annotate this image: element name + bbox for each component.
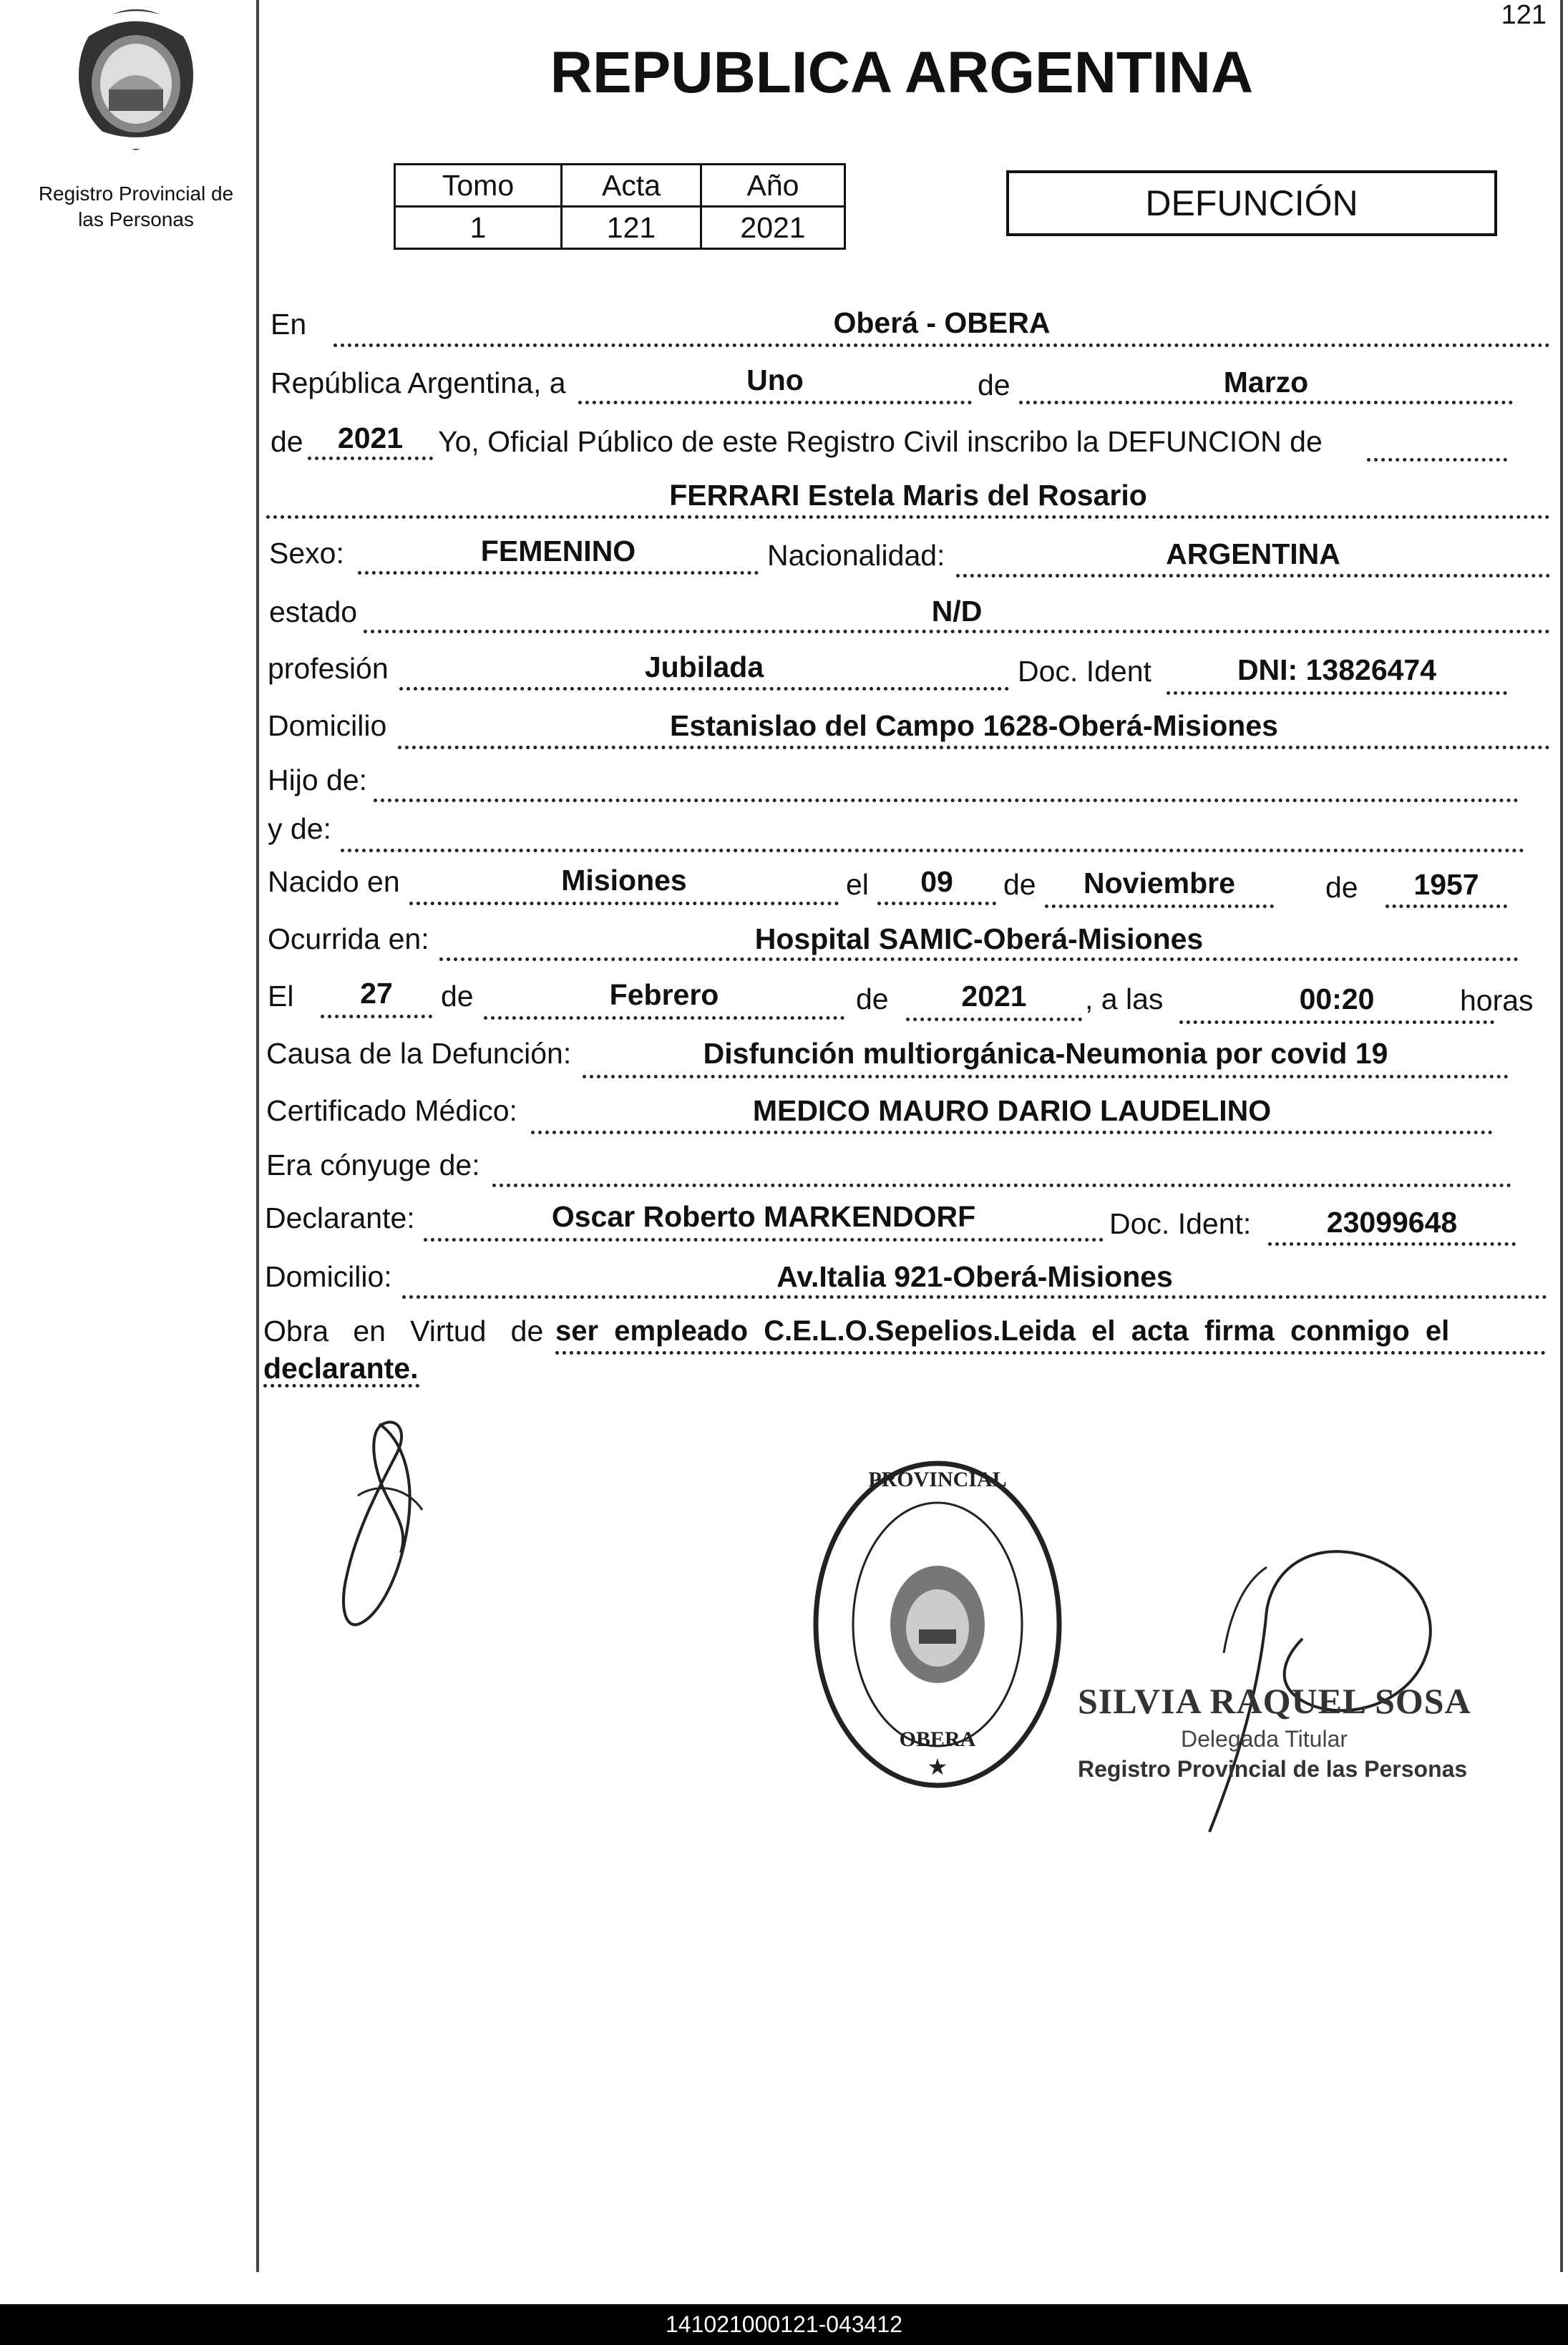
dotline-muerte-anio xyxy=(906,1018,1082,1021)
value-muerte-dia: 27 xyxy=(360,977,393,1010)
value-domicilio: Estanislao del Campo 1628-Oberá-Misiones xyxy=(670,709,1278,742)
value-nacido-mes: Noviembre xyxy=(1084,867,1235,900)
label-a-las: , a las xyxy=(1085,983,1164,1015)
registry-line2: las Personas xyxy=(78,208,194,230)
value-obra-line2: declarante. xyxy=(263,1352,419,1385)
record-table xyxy=(394,163,846,250)
label-doc-ident-declarante: Doc. Ident: xyxy=(1109,1207,1252,1240)
value-mes: Marzo xyxy=(1223,366,1309,399)
value-nacionalidad: ARGENTINA xyxy=(1166,537,1340,570)
label-en: En xyxy=(271,308,307,341)
province-logo xyxy=(57,4,215,161)
dotline-declarante-domicilio xyxy=(402,1295,1547,1299)
dotline-nacido-dia xyxy=(877,902,996,905)
value-dia: Uno xyxy=(746,364,804,396)
value-causa: Disfunción multiorgánica-Neumonia por covid 19 xyxy=(703,1037,1388,1070)
right-border xyxy=(1560,0,1563,2272)
label-profesion: profesión xyxy=(268,652,389,685)
dotline-nacionalidad xyxy=(956,574,1550,577)
dotline-documento xyxy=(1167,691,1507,695)
official-name: SILVIA RAQUEL SOSA xyxy=(1078,1681,1471,1721)
label-certificado: Certificado Médico: xyxy=(266,1094,517,1127)
value-profesion: Jubilada xyxy=(644,650,764,683)
dotline-causa xyxy=(583,1075,1509,1078)
label-ocurrida-en: Ocurrida en: xyxy=(268,922,429,955)
dotline-certificado xyxy=(531,1131,1493,1134)
dotline-muerte-mes xyxy=(484,1016,844,1020)
dotline-obra-line2 xyxy=(263,1384,419,1388)
dotline-intro-end xyxy=(1367,458,1507,462)
label-el-fecha: El xyxy=(268,980,294,1013)
page-title: REPUBLICA ARGENTINA xyxy=(550,40,1254,105)
dotline-nombre xyxy=(266,515,1550,519)
dotline-hijo-de xyxy=(374,799,1519,802)
table-header-anio: Año xyxy=(701,165,845,207)
label-domicilio: Domicilio xyxy=(268,709,387,742)
table-value-acta: 121 xyxy=(562,207,701,249)
office-stamp xyxy=(802,1449,1073,1800)
dotline-nacido-lugar xyxy=(409,902,839,905)
label-domicilio-declarante: Domicilio: xyxy=(265,1260,392,1293)
dotline-muerte-dia xyxy=(321,1015,432,1018)
table-header-tomo: Tomo xyxy=(395,165,562,207)
label-el: el xyxy=(846,868,869,901)
svg-text:★: ★ xyxy=(927,1754,948,1780)
record-type: DEFUNCIÓN xyxy=(1145,183,1358,223)
dotline-obra xyxy=(555,1351,1546,1355)
value-nacido-anio: 1957 xyxy=(1413,868,1479,901)
label-de-anio: de xyxy=(271,425,303,458)
value-obra-line1: ser empleado C.E.L.O.Sepelios.Leida el acta firma conmigo el xyxy=(555,1315,1450,1347)
label-republica: República Argentina, a xyxy=(271,366,566,399)
table-header-acta: Acta xyxy=(562,165,701,207)
label-hijo-de: Hijo de: xyxy=(268,764,368,796)
label-sexo: Sexo: xyxy=(269,537,344,570)
dotline-declarante-doc xyxy=(1268,1242,1516,1246)
value-certificado: MEDICO MAURO DARIO LAUDELINO xyxy=(752,1094,1272,1127)
value-documento: DNI: 13826474 xyxy=(1237,653,1437,686)
value-anio: 2021 xyxy=(337,421,404,454)
label-doc-ident: Doc. Ident xyxy=(1018,655,1151,688)
value-sexo: FEMENINO xyxy=(480,535,636,567)
value-declarante-domicilio: Av.Italia 921-Oberá-Misiones xyxy=(776,1260,1173,1293)
dotline-en xyxy=(333,343,1550,347)
dotline-muerte-hora xyxy=(1179,1020,1494,1024)
footer-bar xyxy=(0,2304,1568,2345)
dotline-estado xyxy=(364,630,1550,633)
dotline-anio xyxy=(308,457,433,460)
label-obra: Obra en Virtud de xyxy=(263,1315,544,1347)
registry-line1: Registro Provincial de xyxy=(38,182,234,205)
svg-text:OBERA: OBERA xyxy=(899,1727,976,1751)
dotline-domicilio xyxy=(398,746,1550,749)
record-type-box xyxy=(1006,170,1497,236)
value-declarante: Oscar Roberto MARKENDORF xyxy=(551,1200,976,1233)
dotline-profesion xyxy=(399,687,1009,691)
value-estado: N/D xyxy=(931,595,983,628)
left-border xyxy=(256,0,259,2272)
label-horas: horas xyxy=(1460,984,1534,1017)
label-de-muerte-mes: de xyxy=(441,980,474,1013)
dotline-sexo xyxy=(358,571,759,575)
official-office: Registro Provincial de las Personas xyxy=(1078,1756,1468,1782)
label-nacionalidad: Nacionalidad: xyxy=(767,539,945,572)
value-muerte-mes: Febrero xyxy=(609,978,719,1011)
dotline-ocurrida-en xyxy=(439,957,1519,961)
dotline-nacido-mes xyxy=(1045,905,1274,908)
label-conyuge: Era cónyuge de: xyxy=(266,1149,480,1181)
label-de-nacido-anio: de xyxy=(1325,871,1358,904)
dotline-y-de xyxy=(341,849,1524,852)
value-declarante-doc: 23099648 xyxy=(1326,1206,1458,1239)
label-y-de: y de: xyxy=(268,812,331,845)
page-number: 121 xyxy=(1501,0,1547,30)
dotline-conyuge xyxy=(492,1184,1511,1187)
declarant-signature xyxy=(329,1410,444,1646)
label-nacido-en: Nacido en xyxy=(268,865,400,898)
table-value-tomo: 1 xyxy=(395,207,562,249)
value-nombre: FERRARI Estela Maris del Rosario xyxy=(669,479,1147,512)
footer-code: 141021000121-043412 xyxy=(666,2311,902,2337)
label-declarante: Declarante: xyxy=(265,1201,415,1234)
dotline-mes xyxy=(1019,401,1513,404)
svg-text:PROVINCIAL: PROVINCIAL xyxy=(868,1468,1007,1491)
label-de-nacido-mes: de xyxy=(1003,868,1036,901)
label-de-muerte-anio: de xyxy=(856,983,889,1015)
label-causa: Causa de la Defunción: xyxy=(266,1037,572,1070)
dotline-nacido-anio xyxy=(1386,905,1507,908)
dotline-dia xyxy=(578,401,972,404)
value-muerte-hora: 00:20 xyxy=(1299,983,1375,1015)
value-nacido-dia: 09 xyxy=(920,865,953,898)
label-estado: estado xyxy=(269,595,358,628)
table-value-anio: 2021 xyxy=(701,207,845,249)
value-ocurrida-en: Hospital SAMIC-Oberá-Misiones xyxy=(754,922,1204,955)
value-nacido-lugar: Misiones xyxy=(561,864,687,897)
value-muerte-anio: 2021 xyxy=(961,980,1027,1013)
official-title: Delegada Titular xyxy=(1181,1726,1348,1752)
label-de-mes: de xyxy=(978,369,1011,401)
dotline-declarante xyxy=(424,1238,1104,1242)
label-intro: Yo, Oficial Público de este Registro Civil inscribo la DEFUNCION de xyxy=(438,425,1323,458)
value-lugar: Oberá - OBERA xyxy=(833,306,1051,339)
